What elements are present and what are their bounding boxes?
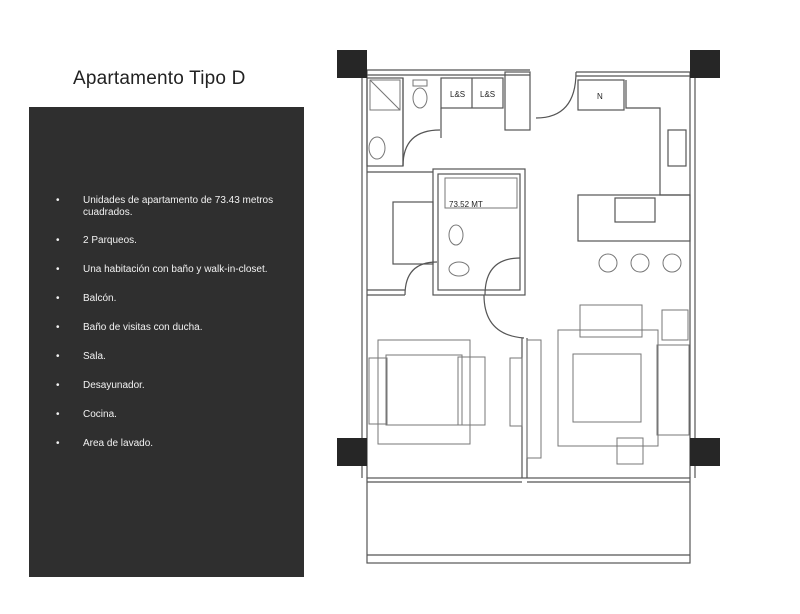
cooktop — [615, 198, 655, 222]
column — [690, 438, 720, 466]
sofa — [657, 345, 689, 435]
armchair — [580, 305, 642, 337]
structural-columns — [337, 50, 720, 466]
bullet-icon: • — [56, 322, 60, 333]
feature-text: Baño de visitas con ducha. — [83, 322, 203, 333]
feature-item — [29, 438, 304, 450]
bullet-icon: • — [56, 351, 60, 362]
feature-text: Cocina. — [83, 409, 117, 420]
bar-stool — [631, 254, 649, 272]
bullet-icon: • — [56, 380, 60, 391]
bar-stool — [663, 254, 681, 272]
balcony — [367, 478, 690, 563]
coffee-table — [573, 354, 641, 422]
feature-text: Sala. — [83, 351, 106, 362]
floor-plan-drawing — [330, 45, 730, 575]
laundry-column — [505, 72, 530, 130]
column — [337, 50, 367, 78]
bedroom-dresser — [510, 358, 522, 426]
bullet-icon: • — [56, 195, 60, 206]
guest-shower-drain-line — [370, 80, 400, 110]
fixtures — [369, 80, 689, 464]
kitchen-sink — [668, 130, 686, 166]
label-laundry-2: L&S — [480, 90, 496, 99]
kitchen-counter — [626, 80, 690, 195]
feature-item — [29, 409, 304, 421]
features-panel — [29, 107, 304, 577]
master-sink — [449, 225, 463, 245]
column — [337, 438, 367, 466]
bullet-icon: • — [56, 438, 60, 449]
door-swing-bath — [403, 130, 440, 166]
ottoman — [617, 438, 643, 464]
feature-item — [29, 322, 304, 334]
feature-item — [29, 351, 304, 363]
side-table — [662, 310, 688, 340]
bullet-icon: • — [56, 235, 60, 246]
label-area: 73.52 MT — [449, 200, 483, 209]
feature-item — [29, 293, 304, 305]
bullet-icon: • — [56, 409, 60, 420]
feature-item — [29, 195, 304, 219]
floor-plan — [330, 45, 730, 575]
door-swing-entry — [536, 72, 576, 118]
master-bath-outline — [433, 169, 525, 295]
feature-text: Desayunador. — [83, 380, 145, 391]
door-swing-bedroom — [405, 262, 437, 295]
door-swing-corridor — [484, 295, 524, 338]
bed-frame — [378, 340, 470, 444]
feature-text: 2 Parqueos. — [83, 235, 137, 246]
label-laundry-1: L&S — [450, 90, 466, 99]
feature-text: Area de lavado. — [83, 438, 154, 449]
feature-text: Unidades de apartamento de 73.43 metros cuadrados. — [83, 195, 274, 218]
guest-bath-outline — [367, 78, 403, 166]
bullet-icon: • — [56, 293, 60, 304]
feature-text: Balcón. — [83, 293, 117, 304]
guest-sink — [369, 137, 385, 159]
column — [690, 50, 720, 78]
kitchen-island — [578, 195, 690, 241]
guest-toilet — [413, 88, 427, 108]
label-fridge: N — [597, 92, 603, 101]
feature-item — [29, 235, 304, 247]
walk-in-closet — [393, 202, 433, 264]
guest-toilet-tank — [413, 80, 427, 86]
features-list — [29, 195, 304, 467]
bullet-icon: • — [56, 264, 60, 275]
feature-text: Una habitación con baño y walk-in-closet. — [83, 264, 268, 275]
page-title: Apartamento Tipo D — [73, 68, 246, 89]
feature-item — [29, 380, 304, 392]
master-toilet — [449, 262, 469, 276]
tv-console — [527, 340, 541, 458]
feature-item — [29, 264, 304, 276]
bar-stool — [599, 254, 617, 272]
bed-mattress — [386, 355, 462, 425]
walls — [362, 70, 695, 563]
